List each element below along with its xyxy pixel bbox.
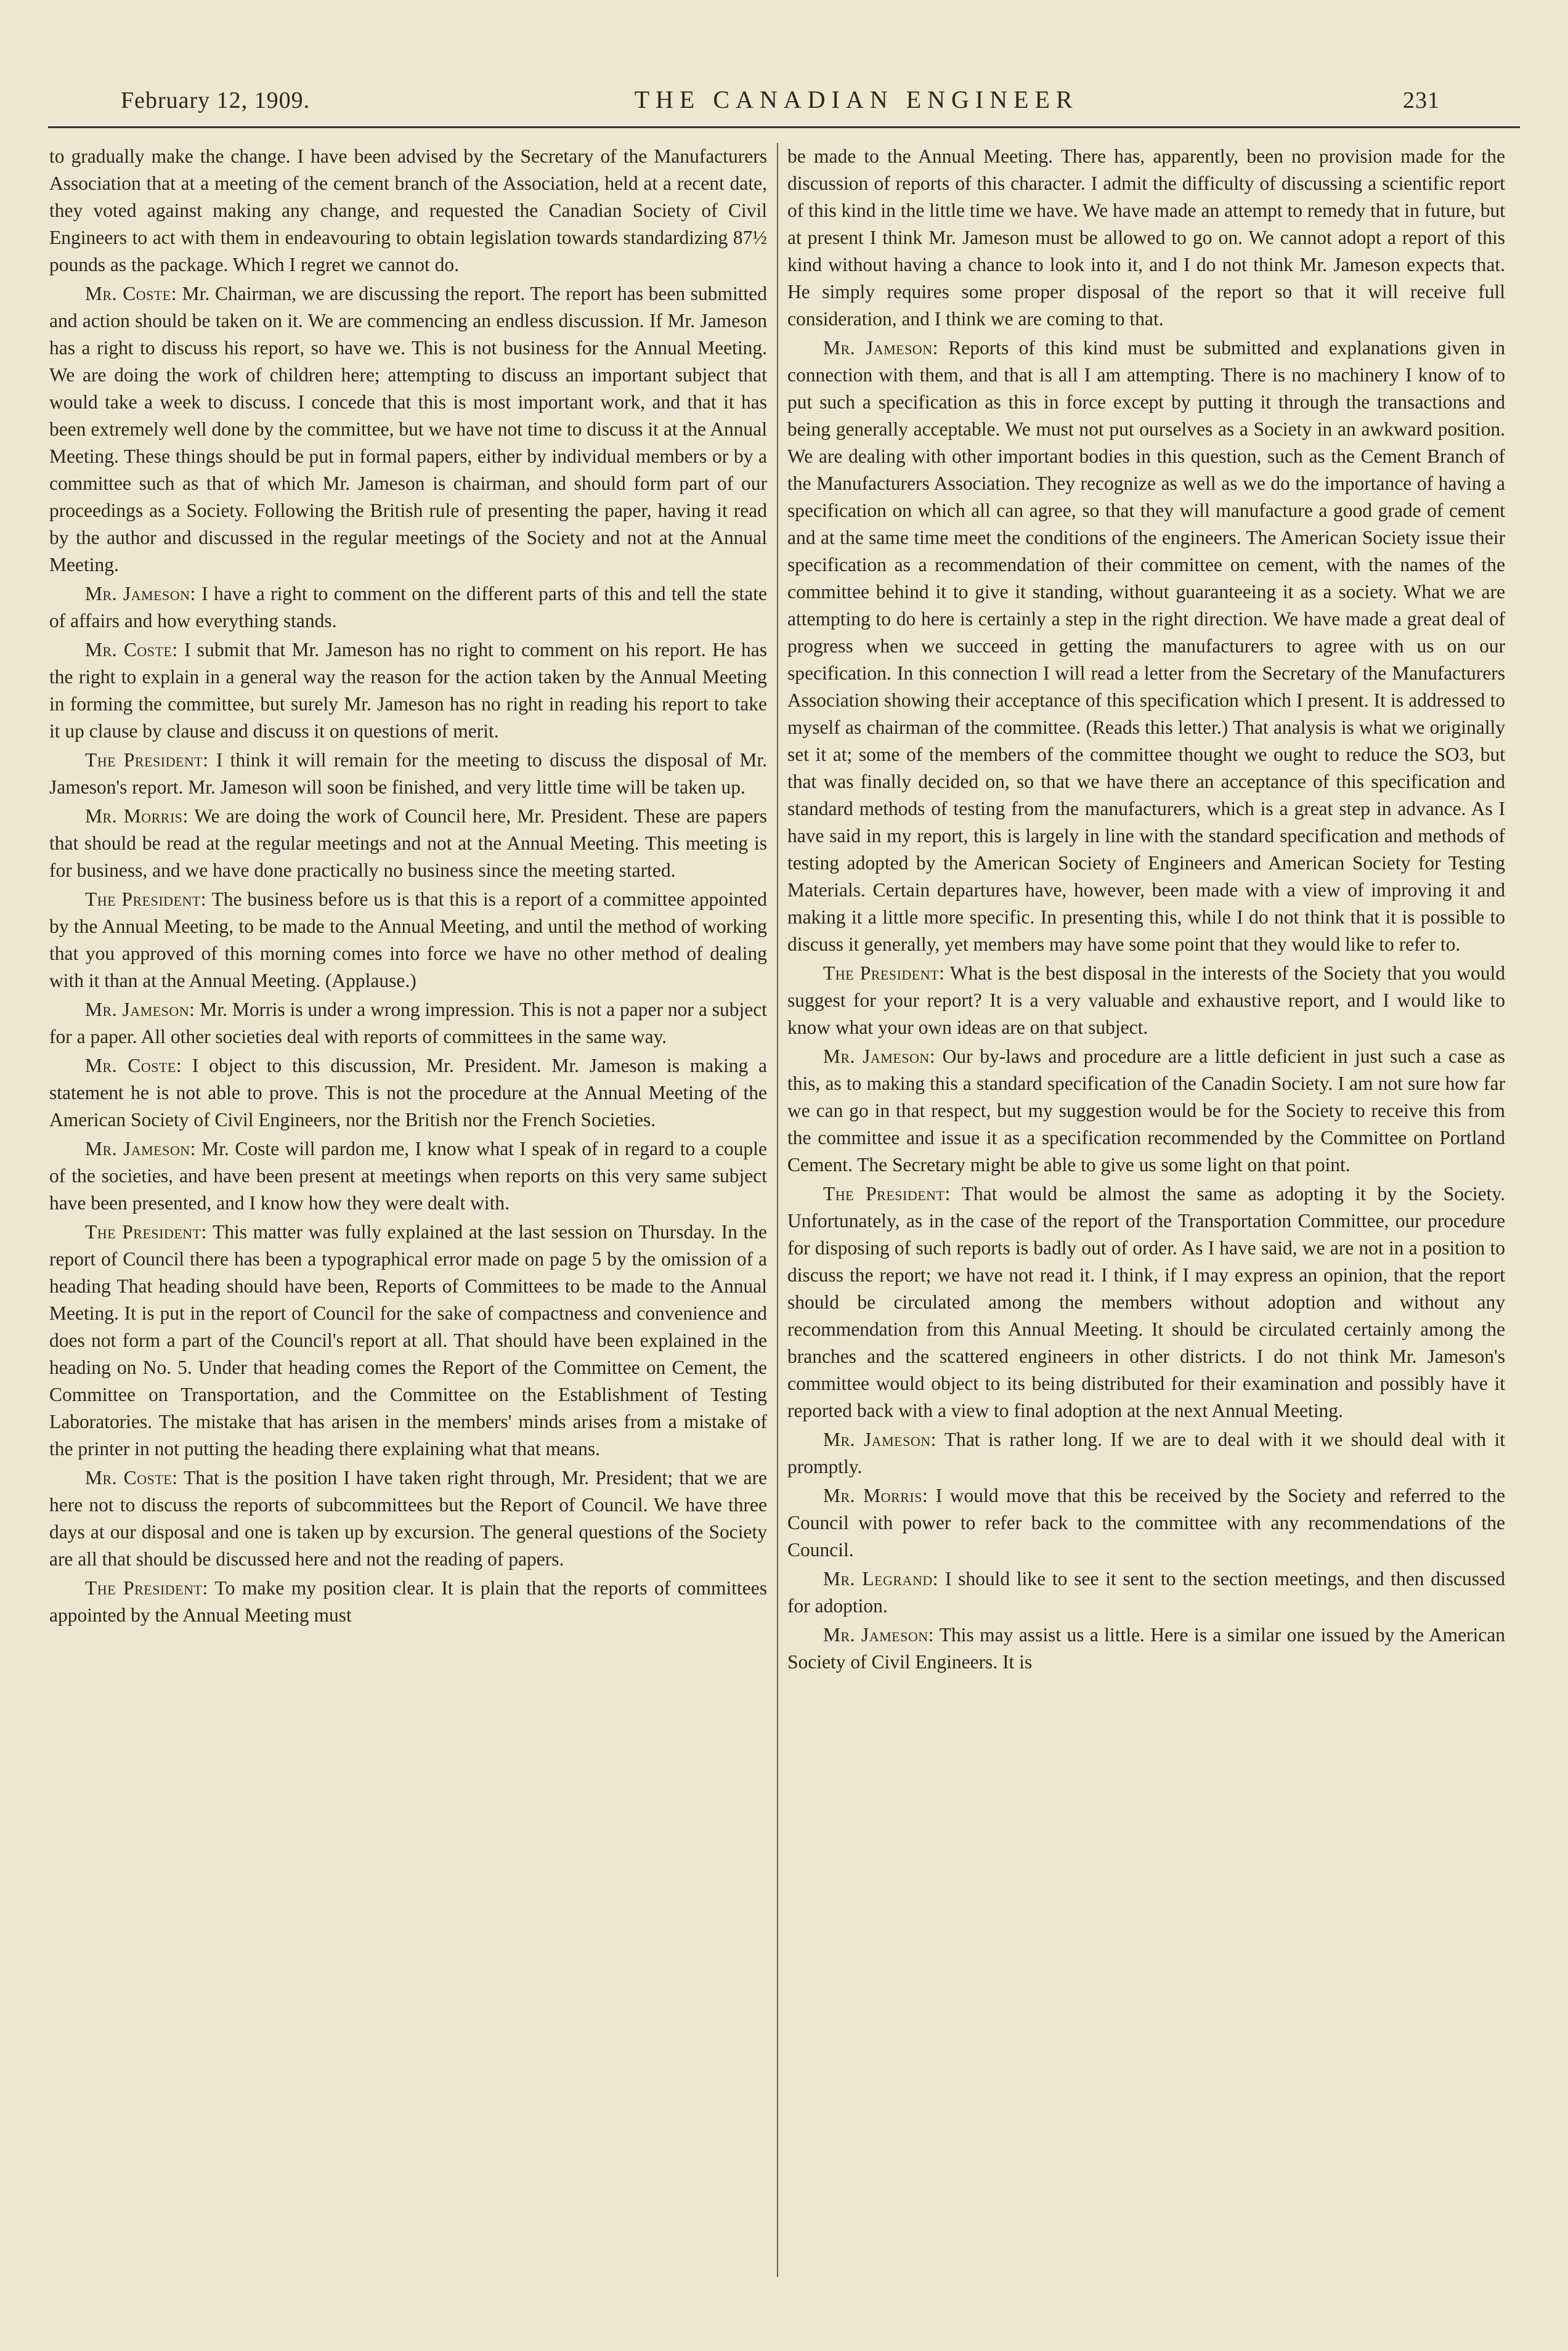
speaker-name: Mr. Coste: bbox=[85, 1467, 178, 1488]
paragraph-text: This matter was fully explained at the last session on Thursday. In the report of Council there has been a typographical error made on page 5 by the omission of a heading That heading should have been, Reports of Committees to be made to the Annual Meeting. It is put in the report of Council for the sake of compactness and convenience and does not form a part of the Council's report at all. That should have been explained in the heading on No. 5. Under that heading comes the Report of the Committee on Cement, the Committee on Transportation, and the Committee on the Establishment of Testing Laboratories. The mistake that has arisen in the members' minds arises from a mistake of the printer in not putting the heading there explaining what that means. bbox=[49, 1221, 767, 1460]
paragraph-text: to gradually make the change. I have been advised by the Secretary of the Manufacturers Association that at a meeting of the cement branch of the Association, held at a recent date, they voted against making any change, and requested the Canadian Society of Civil Engineers to act with them in endeavouring to obtain legislation towards standardizing 87½ pounds as the package. Which I regret we cannot do. bbox=[49, 145, 767, 275]
paragraph-text: I have a right to comment on the different parts of this and tell the state of affairs and how everything stands. bbox=[49, 583, 767, 631]
paragraph bbox=[49, 1219, 767, 1463]
paragraph-text: We are doing the work of Council here, Mr. President. These are papers that should be read at the regular meetings and not at the Annual Meeting. This meeting is for business, and we have done practically no business since the meeting started. bbox=[49, 805, 767, 881]
paragraph bbox=[787, 1622, 1505, 1676]
paragraph bbox=[787, 1482, 1505, 1564]
paragraph-text: I think it will remain for the meeting to discuss the disposal of Mr. Jameson's report. Mr. Jameson will soon be finished, and very little time will be taken up. bbox=[49, 749, 767, 798]
speaker-name: The President: bbox=[85, 1221, 207, 1243]
speaker-name: Mr. Jameson: bbox=[85, 1138, 196, 1159]
speaker-name: Mr. Jameson: bbox=[823, 337, 938, 359]
paragraph-text: I object to this discussion, Mr. President. Mr. Jameson is making a statement he is not able to prove. This is not the procedure at the Annual Meeting of the American Society of Civil Engineers, nor the British nor the French Societies. bbox=[49, 1055, 767, 1131]
paragraph bbox=[49, 1052, 767, 1134]
speaker-name: Mr. Morris: bbox=[85, 805, 189, 827]
paragraph bbox=[49, 803, 767, 884]
issue-date: February 12, 1909. bbox=[121, 87, 311, 113]
speaker-name: The President: bbox=[823, 962, 945, 984]
paragraph bbox=[787, 1565, 1505, 1620]
speaker-name: The President: bbox=[823, 1183, 951, 1204]
paragraph-text: Mr. Chairman, we are discussing the report. The report has been submitted and action should be taken on it. We are commencing an endless discussion. If Mr. Jameson has a right to discuss his report, so have we. This is not business for the Annual Meeting. We are doing the work of children here; attempting to discuss an important subject that would take a week to discuss. I concede that this is most important work, and that it has been extremely well done by the committee, but we have not time to discuss it at the Annual Meeting. These things should be put in formal papers, either by individual members or by a committee such as that of which Mr. Jameson is chairman, and should form part of our proceedings as a Society. Following the British rule of presenting the paper, having it read by the author and discussed in the regular meetings of the Society and not at the Annual Meeting. bbox=[49, 283, 767, 575]
speaker-name: The President: bbox=[85, 749, 209, 771]
paragraph bbox=[787, 1043, 1505, 1179]
paragraph-text: be made to the Annual Meeting. There has, apparently, been no provision made for the discussion of reports of this character. I admit the difficulty of discussing a scientific report of this kind in the little time we have. We have made an attempt to remedy that in future, but at present I think Mr. Jameson must be allowed to go on. We cannot adopt a report of this kind without having a chance to look into it, and I do not think Mr. Jameson expects that. He simply requires some proper disposal of the report so that it will receive full consideration, and I think we are coming to that. bbox=[787, 145, 1505, 330]
speaker-name: Mr. Coste: bbox=[85, 283, 177, 304]
paragraph bbox=[787, 335, 1505, 958]
journal-title: THE CANADIAN ENGINEER bbox=[634, 86, 1079, 113]
paragraph-text: That is the position I have taken right through, Mr. President; that we are here not to discuss the reports of subcommittees but the Report of Council. We have three days at our disposal and one is taken up by excursion. The general questions of the Society are all that should be discussed here and not the reading of papers. bbox=[49, 1467, 767, 1570]
paragraph-text: That would be almost the same as adopting it by the Society. Unfortunately, as in the case of the report of the Transportation Committee, our procedure for disposing of such reports is badly out of order. As I have said, we are not in a position to discuss the report; we have not read it. I think, if I may express an opinion, that the report should be circulated among the members without adoption and without any recommendation from this Annual Meeting. It should be circulated certainly among the branches and the scattered engineers in other districts. I do not think Mr. Jameson's committee would object to its being distributed for their examination and possibly have it reported back with a view to final adoption at the next Annual Meeting. bbox=[787, 1183, 1505, 1421]
paragraph bbox=[787, 1180, 1505, 1424]
paragraph bbox=[49, 1464, 767, 1573]
left-column bbox=[49, 143, 767, 2326]
speaker-name: The President: bbox=[85, 888, 207, 910]
speaker-name: Mr. Jameson: bbox=[823, 1046, 936, 1067]
paragraph bbox=[787, 143, 1505, 333]
paragraph-text: I should like to see it sent to the section meetings, and then discussed for adoption. bbox=[787, 1568, 1505, 1617]
paragraph bbox=[49, 1135, 767, 1217]
paragraph bbox=[49, 747, 767, 801]
speaker-name: Mr. Coste: bbox=[85, 639, 178, 660]
paragraph bbox=[49, 143, 767, 278]
paragraph-text: I submit that Mr. Jameson has no right to comment on his report. He has the right to explain in a general way the reason for the action taken by the Annual Meeting in forming the committee, but surely Mr. Jameson has no right in reading his report to take it up clause by clause and discuss it on questions of merit. bbox=[49, 639, 767, 742]
paragraph-text: That is rather long. If we are to deal with it we should deal with it promptly. bbox=[787, 1429, 1505, 1477]
paragraph-text: I would move that this be received by the Society and referred to the Council with power to refer back to the committee with any recommendations of the Council. bbox=[787, 1485, 1505, 1561]
paragraph-text: Mr. Coste will pardon me, I know what I speak of in regard to a couple of the societies, and have been present at meetings when reports on this very same subject have been presented, and I know how they were dealt with. bbox=[49, 1138, 767, 1214]
page-number: 231 bbox=[1402, 87, 1440, 113]
paragraph bbox=[49, 580, 767, 635]
speaker-name: The President: bbox=[85, 1577, 208, 1599]
running-header bbox=[121, 85, 1440, 114]
paragraph bbox=[49, 280, 767, 579]
speaker-name: Mr. Morris: bbox=[823, 1485, 928, 1506]
paragraph-text: The business before us is that this is a report of a committee appointed by the Annual Meeting, to be made to the Annual Meeting, and until the method of working that you approved of this morning comes into force we have no other method of dealing with it than at the Annual Meeting. (Applause.) bbox=[49, 888, 767, 991]
paragraph bbox=[49, 636, 767, 745]
paragraph bbox=[787, 1426, 1505, 1480]
speaker-name: Mr. Jameson: bbox=[823, 1429, 936, 1450]
paragraph-text: Mr. Morris is under a wrong impression. This is not a paper nor a subject for a paper. All other societies deal with reports of committees in the same way. bbox=[49, 999, 767, 1047]
paragraph-text: This may assist us a little. Here is a similar one issued by the American Society of Civil Engineers. It is bbox=[787, 1624, 1505, 1673]
speaker-name: Mr. Jameson: bbox=[85, 999, 195, 1020]
speaker-name: Mr. Jameson: bbox=[823, 1624, 934, 1646]
paragraph bbox=[49, 886, 767, 994]
paragraph bbox=[787, 960, 1505, 1041]
paragraph-text: What is the best disposal in the interests of the Society that you would suggest for your report? It is a very valuable and exhaustive report, and I would like to know what your own ideas are on that subject. bbox=[787, 962, 1505, 1038]
paragraph-text: Our by-laws and procedure are a little deficient in just such a case as this, as to making this a standard specification of the Canadin Society. I am not sure how far we can go in that respect, but my suggestion would be for the Society to receive this from the committee and issue it as a specification recommended by the Committee on Portland Cement. The Secretary might be able to give us some light on that point. bbox=[787, 1046, 1505, 1176]
speaker-name: Mr. Legrand: bbox=[823, 1568, 939, 1590]
header-rule bbox=[48, 126, 1520, 128]
paragraph bbox=[49, 1575, 767, 1629]
right-column bbox=[787, 143, 1505, 2326]
paragraph-text: To make my position clear. It is plain that the reports of committees appointed by the Annual Meeting must bbox=[49, 1577, 767, 1626]
speaker-name: Mr. Jameson: bbox=[85, 583, 196, 604]
speaker-name: Mr. Coste: bbox=[85, 1055, 182, 1076]
paragraph-text: Reports of this kind must be submitted and explanations given in connection with them, and that is all I am attempting. There is no machinery I know of to put such a specification as this in force except by putting it through the transactions and being generally acceptable. We must not put ourselves as a Society in an awkward position. We are dealing with other important bodies in this question, such as the Cement Branch of the Manufacturers Association. They recognize as well as we do the importance of having a specification on which all can agree, so that they will manufacture a good grade of cement and at the same time meet the conditions of the engineers. The American Society issue their specification as a recommendation of their committee on cement, with the names of the committee behind it to give it standing, without guaranteeing it as a society. What we are attempting to do here is certainly a step in the right direction. We have made a great deal of progress when we succeed in getting the manufacturers to agree with us on our specification. In this connection I will read a letter from the Secretary of the Manufacturers Association showing their acceptance of this specification which I present. It is addressed to myself as chairman of the committee. (Reads this letter.) That analysis is what we originally set it at; some of the members of the committee thought we ought to reduce the SO3, but that was finally decided on, so that we have there an acceptance of this specification and standard methods of testing from the manufacturers, which is a great step in advance. As I have said in my report, this is largely in line with the standard specification and methods of testing adopted by the American Society of Engineers and American Society for Testing Materials. Certain departures have, however, been made with a view of improving it and making it a little more specific. In presenting this, while I do not think that it is possible to discuss it generally, yet members may have some point that they would like to refer to. bbox=[787, 337, 1505, 955]
column-divider bbox=[777, 143, 778, 2277]
paragraph bbox=[49, 996, 767, 1050]
